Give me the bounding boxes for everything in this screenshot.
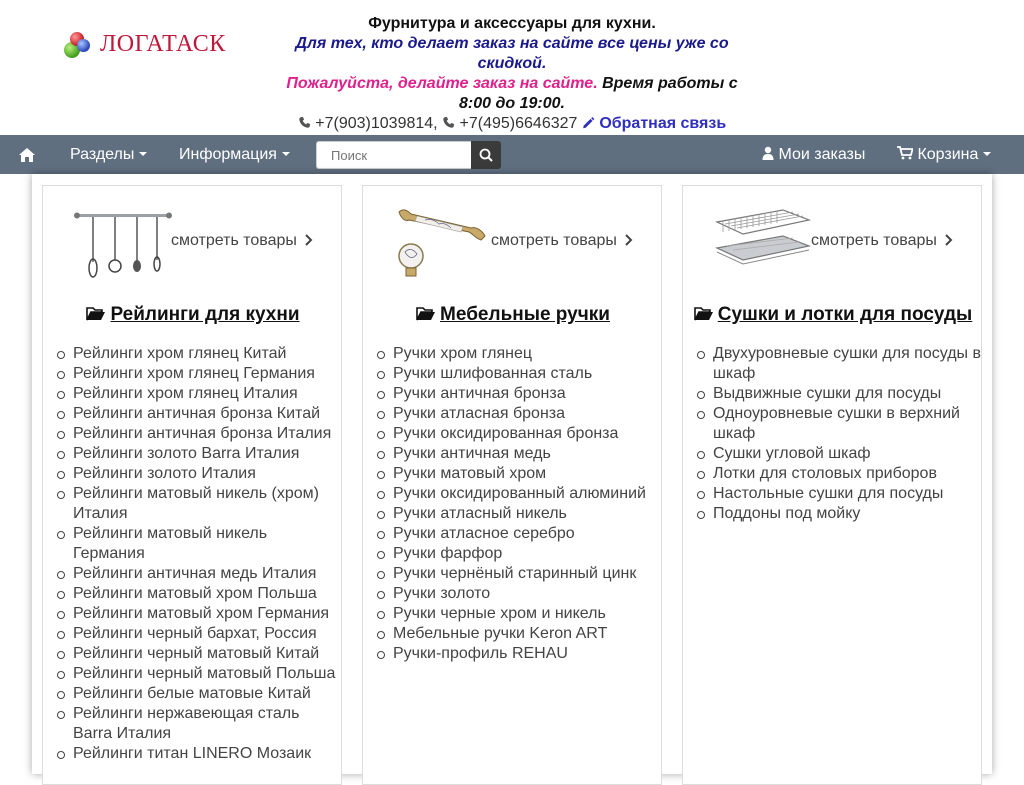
list-item[interactable]: Рейлинги античная бронза Италия (73, 424, 341, 444)
list-item[interactable]: Ручки фарфор (393, 544, 661, 564)
list-item[interactable]: Поддоны под мойку (713, 504, 981, 524)
list-item[interactable]: Ручки шлифованная сталь (393, 364, 661, 384)
list-item[interactable]: Ручки оксидированная бронза (393, 424, 661, 444)
logo[interactable] (64, 30, 244, 62)
list-item[interactable]: Ручки хром глянец (393, 344, 661, 364)
cart-dropdown[interactable]: Корзина (897, 145, 991, 164)
list-item[interactable]: Рейлинги хром глянец Италия (73, 384, 341, 404)
list-item[interactable]: Сушки угловой шкаф (713, 444, 981, 464)
list-item[interactable]: Рейлинги черный бархат, Россия (73, 624, 341, 644)
phone-number-1[interactable]: +7(903)1039814 (315, 115, 434, 132)
list-item[interactable]: Рейлинги черный матовый Китай (73, 644, 341, 664)
list-item[interactable]: Рейлинги золото Barra Италия (73, 444, 341, 464)
subcategory-list (713, 344, 981, 524)
header-info (282, 14, 742, 134)
caret-down-icon (983, 152, 991, 156)
list-item[interactable]: Ручки чернёный старинный цинк (393, 564, 661, 584)
main-content (32, 174, 992, 774)
category-title[interactable]: Сушки и лотки для посуды (683, 304, 983, 326)
handle-image[interactable] (393, 202, 493, 282)
folder-open-icon (694, 306, 714, 322)
user-icon (762, 146, 774, 160)
list-item[interactable]: Рейлинги хром глянец Германия (73, 364, 341, 384)
list-item[interactable]: Ручки античная медь (393, 444, 661, 464)
header-discount-note: Для тех, кто делает заказ на сайте все цены уже со скидкой. (295, 35, 729, 72)
list-item[interactable]: Ручки атласный никель (393, 504, 661, 524)
folder-open-icon (86, 306, 106, 322)
list-item[interactable]: Выдвижные сушки для посуды (713, 384, 981, 404)
chevron-right-icon (303, 234, 315, 246)
logo-balls-icon (64, 30, 92, 60)
list-item[interactable]: Рейлинги черный матовый Польша (73, 664, 341, 684)
railing-image[interactable] (73, 202, 173, 282)
search-input[interactable] (316, 141, 471, 169)
header-tagline: Фурнитура и аксессуары для кухни. (368, 15, 656, 32)
list-item[interactable]: Ручки античная бронза (393, 384, 661, 404)
chevron-right-icon (623, 234, 635, 246)
list-item[interactable]: Рейлинги хром глянец Китай (73, 344, 341, 364)
list-item[interactable]: Ручки матовый хром (393, 464, 661, 484)
list-item[interactable]: Ручки атласная бронза (393, 404, 661, 424)
category-title[interactable]: Мебельные ручки (363, 304, 663, 326)
search-icon (471, 141, 501, 169)
header-order-note: Пожалуйста, делайте заказ на сайте. (286, 75, 598, 92)
logo-text: ЛОГАТАСК (100, 31, 226, 57)
list-item[interactable]: Рейлинги античная бронза Китай (73, 404, 341, 424)
folder-open-icon (416, 306, 436, 322)
see-products-link[interactable]: смотреть товары (811, 232, 955, 250)
list-item[interactable]: Лотки для столовых приборов (713, 464, 981, 484)
header-working-hours: Время работы с 8:00 до 19:00. (459, 75, 738, 112)
list-item[interactable]: Рейлинги матовый никель (хром) Италия (73, 484, 341, 524)
subcategory-list (393, 344, 661, 664)
list-item[interactable]: Ручки оксидированный алюминий (393, 484, 661, 504)
header-hours (282, 74, 742, 114)
list-item[interactable]: Ручки черные хром и никель (393, 604, 661, 624)
cart-icon (897, 146, 913, 160)
dish-rack-image[interactable] (713, 202, 813, 282)
see-products-link[interactable]: смотреть товары (491, 232, 635, 250)
list-item[interactable]: Мебельные ручки Keron ART (393, 624, 661, 644)
list-item[interactable]: Настольные сушки для посуды (713, 484, 981, 504)
list-item[interactable]: Рейлинги матовый никель Германия (73, 524, 341, 564)
my-orders-link[interactable]: Мои заказы (762, 145, 865, 164)
phone-icon (298, 116, 311, 129)
list-item[interactable]: Ручки-профиль REHAU (393, 644, 661, 664)
feedback-link[interactable]: Обратная связь (599, 115, 727, 132)
nav-sections-dropdown[interactable]: Разделы (70, 145, 147, 164)
list-item[interactable]: Рейлинги золото Италия (73, 464, 341, 484)
list-item[interactable]: Рейлинги нержавеющая сталь Barra Италия (73, 704, 341, 744)
category-card-handles (362, 185, 662, 785)
category-title[interactable]: Рейлинги для кухни (43, 304, 343, 326)
phone-number-2[interactable]: +7(495)6646327 (459, 115, 578, 132)
subcategory-list (73, 344, 341, 764)
list-item[interactable]: Двухуровневые сушки для посуды в шкаф (713, 345, 981, 382)
list-item[interactable]: Ручки золото (393, 584, 661, 604)
search-button[interactable] (471, 141, 501, 169)
main-navbar (0, 135, 1024, 174)
nav-info-dropdown[interactable]: Информация (179, 145, 290, 164)
list-item[interactable]: Рейлинги белые матовые Китай (73, 684, 341, 704)
home-icon[interactable] (16, 145, 38, 165)
list-item[interactable]: Одноуровневые сушки в верхний шкаф (713, 404, 981, 444)
list-item[interactable]: Ручки атласное серебро (393, 524, 661, 544)
list-item[interactable]: Рейлинги матовый хром Германия (73, 604, 341, 624)
caret-down-icon (139, 152, 147, 156)
header-contacts: +7(903)1039814, +7(495)6646327 Обратная связь (282, 114, 742, 134)
category-card-dish-racks (682, 185, 982, 785)
category-card-railings (42, 185, 342, 785)
chevron-right-icon (943, 234, 955, 246)
list-item[interactable]: Рейлинги античная медь Италия (73, 564, 341, 584)
pencil-icon (582, 116, 595, 129)
list-item[interactable]: Рейлинги матовый хром Польша (73, 584, 341, 604)
site-header (0, 0, 1024, 135)
see-products-link[interactable]: смотреть товары (171, 232, 315, 250)
phone-icon (442, 116, 455, 129)
list-item[interactable]: Рейлинги титан LINERO Мозаик (73, 744, 341, 764)
caret-down-icon (282, 152, 290, 156)
